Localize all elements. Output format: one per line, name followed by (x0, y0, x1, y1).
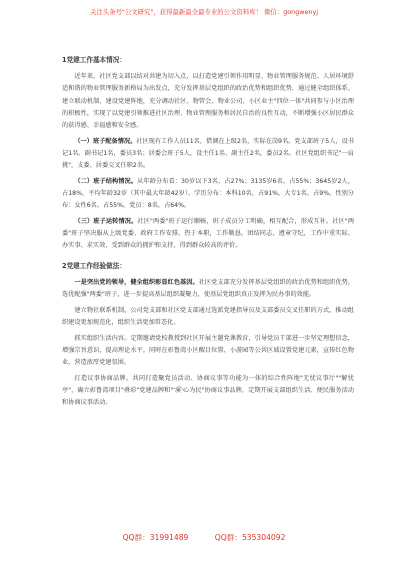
footer-qq-group-2: QQ群：535304092 (214, 533, 286, 542)
paragraph-text: 社区"两委"班子运行顺畅，班子成员分工明确，相互配合，形成互补。社区"两委"班子坚决服从上级党委、政府工作安排，热于本职，工作勤恳，团结同志，遵章守纪，工作中重实际、办实事、求实效，受到群众的拥护和支持，得到群众较高的评价。 (62, 217, 355, 250)
paragraph: 打造议事协商品牌。共同打造聚党员活动、协商议事等功能为一体的综合性阵地"无忧议事厅""解忧亭"，确立彰鲁湾项目"叠彩"党建品牌和"'溪'心为民"协商议事品牌，定期开展支部组织生活、便民服务活动和协商议事活动。 (62, 374, 354, 407)
paragraph (62, 216, 354, 253)
header-banner: 关注头条号"公文研究"，获得最新最全最专业的公文资料库！ 微信：gongwenyj (89, 8, 319, 16)
paragraph: 近年来，社区党支部以结对共建为切入点，以打造党建引领作用明显、物业管理服务规范、人居环境舒适和谐的物业管理服务新格局为出发点，充分发挥基层党组织的政治优势和组织优势，通过健全组织体系、建立联动机制、建设党建阵地，充分调动社区、物管会、物业公司、小区业主"四位一体"共同参与小区治理的积极性，实现了以党建引领推进社区治理、物业管理服务和居民自治的良性互动，不断增强小区居民群众的获得感、幸福感和安全感。 (62, 73, 354, 130)
paragraph (62, 277, 354, 301)
paragraph (62, 176, 354, 213)
paragraph (62, 136, 354, 173)
paragraph-lead: 一是突出党的领导，健全组织彰显红色基因。 (74, 278, 199, 286)
paragraph-lead: （三）班子运转情况。 (74, 217, 138, 225)
paragraph-text: 社区党支部充分发挥基层党组织的政治优势和组织优势，选优配强"两委"班子，进一步提高基层组织凝聚力，使基层党组织真正发挥为民办事的效能。 (62, 278, 355, 298)
paragraph-text: 社区现有工作人员11名，借调在上级2名，实际在岗9名。党支部班子5人，设书记1名、副书记1名，委员3名；居委会班子5人，设主任1名、副主任2名，委员2名。社区党组织书记"一肩挑"，支委、居委交叉任职2名。 (62, 137, 354, 170)
paragraph-text: 从年龄分布看：30岁以下3名，占27%；3135岁6名，占55%；3645岁2人，占18%，平均年龄32岁（其中最大年龄42岁）。学历分布：本科10名，占91%，大专1名，占9%。性别分布：女性6名，占55%。党员：8名，占64%。 (62, 177, 355, 210)
paragraph-lead: （一）班子配备情况。 (74, 137, 137, 145)
footer (0, 532, 408, 543)
paragraph: 抓实组织生活内容。定期邀请党校教授到社区开展主题党课教育，引导党员干部进一步坚定理想信念，增强宗旨意识，提高理论水平。同时在彰鲁湾小区醒目位置、小游园等公共区域设置党建元素，宣传红色物业，营造浓厚党建氛围。 (62, 334, 354, 366)
footer-qq-group-1: QQ群：31991489 (122, 533, 189, 542)
paragraph: 建立物社联系机制。公司党支部和社区党支部通过选派党建指导员及支部委员交叉任职的方式，推动组织建设更加规范化，组织生活更加常态化。 (62, 306, 354, 326)
section-title: 2党建工作经验做法： (62, 261, 126, 270)
paragraph-lead: （二）班子结构情况。 (74, 177, 138, 185)
document-body (62, 54, 354, 413)
section-title: 1党建工作基本情况： (62, 56, 126, 64)
